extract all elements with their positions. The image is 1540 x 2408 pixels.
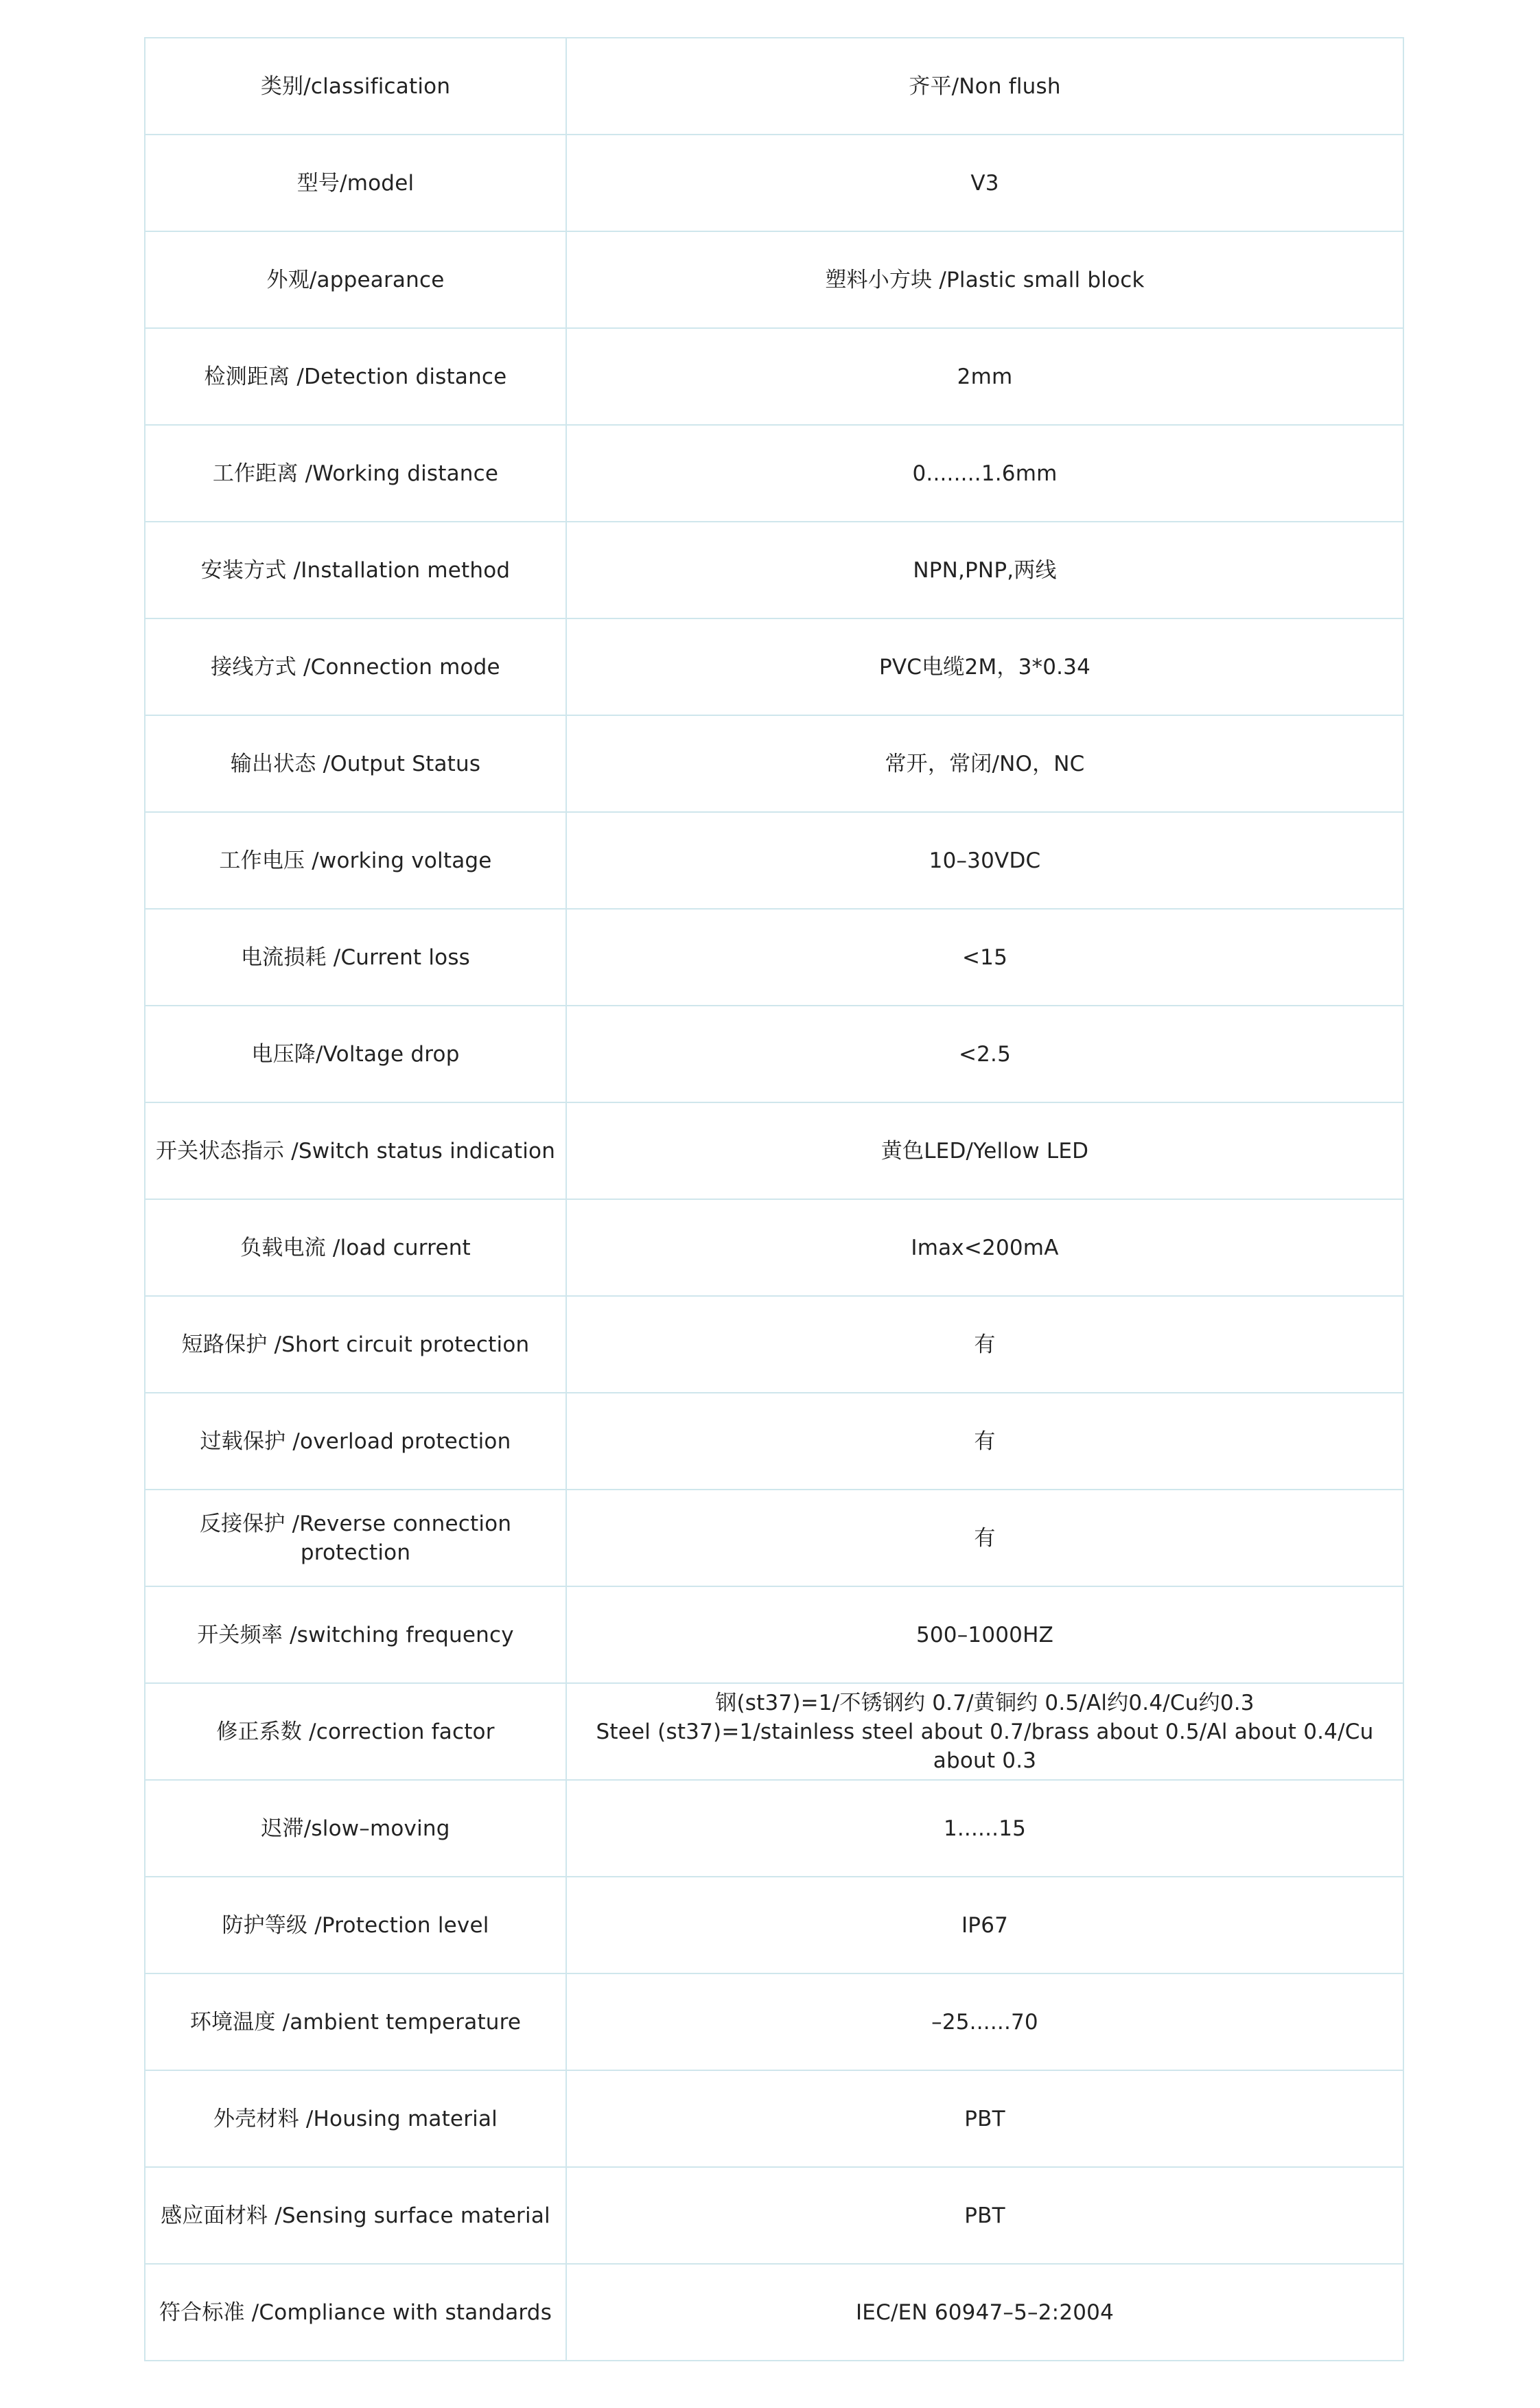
table-row [145,2264,1403,2361]
row-value: Imax<200mA [566,1199,1403,1296]
row-value: IEC/EN 60947–5–2:2004 [566,2264,1403,2361]
row-value: <15 [566,909,1403,1006]
row-value: 塑料小方块 /Plastic small block [566,231,1403,328]
table-row [145,1780,1403,1877]
row-value: 500–1000HZ [566,1586,1403,1683]
row-value: –25......70 [566,1973,1403,2070]
table-row [145,618,1403,715]
row-value: 有 [566,1296,1403,1393]
row-value: 有 [566,1393,1403,1490]
row-value: 黄色LED/Yellow LED [566,1102,1403,1199]
spec-table [144,37,1404,2361]
table-row [145,715,1403,812]
table-row [145,812,1403,909]
table-row [145,1586,1403,1683]
row-label: 工作电压 /working voltage [145,812,566,909]
row-value [566,1683,1403,1780]
row-label: 负载电流 /load current [145,1199,566,1296]
row-value: NPN,PNP,两线 [566,522,1403,618]
table-row [145,1006,1403,1102]
table-row [145,328,1403,425]
row-label: 工作距离 /Working distance [145,425,566,522]
row-label: 外观/appearance [145,231,566,328]
table-row [145,909,1403,1006]
row-value: 10–30VDC [566,812,1403,909]
table-row [145,1973,1403,2070]
row-value: <2.5 [566,1006,1403,1102]
table-row [145,425,1403,522]
row-label: 外壳材料 /Housing material [145,2070,566,2167]
row-value: PBT [566,2167,1403,2264]
row-label: 开关状态指示 /Switch status indication [145,1102,566,1199]
row-value: V3 [566,135,1403,231]
table-row [145,1393,1403,1490]
row-label: 开关频率 /switching frequency [145,1586,566,1683]
table-row [145,2167,1403,2264]
row-value-line: Steel (st37)=1/stainless steel about 0.7/brass about 0.5/Al about 0.4/Cu about 0.3 [596,1719,1374,1773]
row-label: 环境温度 /ambient temperature [145,1973,566,2070]
table-row [145,1683,1403,1780]
table-row [145,38,1403,135]
row-value: 2mm [566,328,1403,425]
row-label: 反接保护 /Reverse connection protection [145,1490,566,1586]
table-row [145,1102,1403,1199]
row-value: 有 [566,1490,1403,1586]
row-value: PVC电缆2M，3*0.34 [566,618,1403,715]
row-value: 0........1.6mm [566,425,1403,522]
row-value: 常开，常闭/NO，NC [566,715,1403,812]
row-value-line: 钢(st37)=1/不锈钢约 0.7/黄铜约 0.5/Al约0.4/Cu约0.3 [715,1690,1255,1715]
table-row [145,1490,1403,1586]
row-value: PBT [566,2070,1403,2167]
row-label: 迟滞/slow–moving [145,1780,566,1877]
table-row [145,231,1403,328]
row-label: 修正系数 /correction factor [145,1683,566,1780]
row-label: 感应面材料 /Sensing surface material [145,2167,566,2264]
row-label: 短路保护 /Short circuit protection [145,1296,566,1393]
table-row [145,1877,1403,1973]
row-value: 1......15 [566,1780,1403,1877]
table-row [145,1296,1403,1393]
table-row [145,522,1403,618]
row-label: 检测距离 /Detection distance [145,328,566,425]
row-value: IP67 [566,1877,1403,1973]
row-label: 电流损耗 /Current loss [145,909,566,1006]
row-label: 安装方式 /Installation method [145,522,566,618]
row-label: 接线方式 /Connection mode [145,618,566,715]
table-row [145,1199,1403,1296]
row-label: 电压降/Voltage drop [145,1006,566,1102]
table-row [145,2070,1403,2167]
row-label: 过载保护 /overload protection [145,1393,566,1490]
row-label: 符合标准 /Compliance with standards [145,2264,566,2361]
table-row [145,135,1403,231]
row-label: 型号/model [145,135,566,231]
row-label: 类别/classification [145,38,566,135]
row-label: 输出状态 /Output Status [145,715,566,812]
row-value: 齐平/Non flush [566,38,1403,135]
row-label: 防护等级 /Protection level [145,1877,566,1973]
